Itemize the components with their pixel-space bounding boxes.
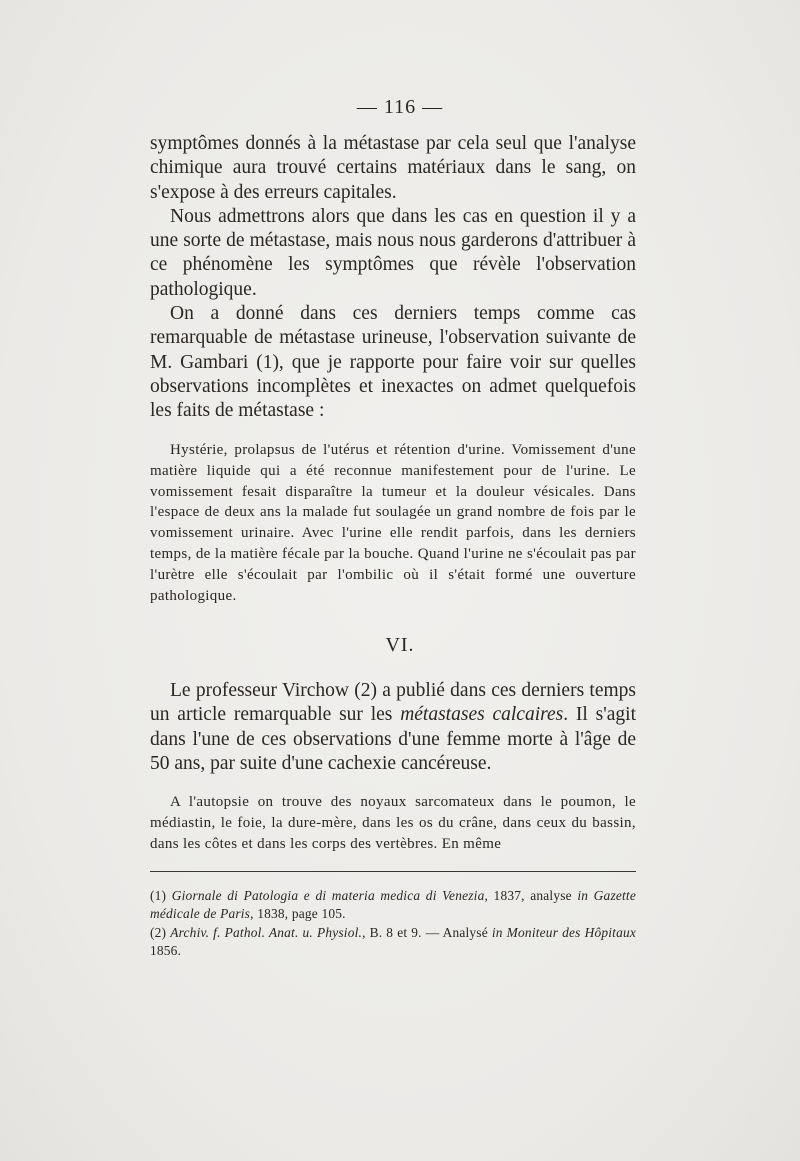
footnote-2-end: 1856. — [150, 943, 182, 959]
page-number: — 116 — — [356, 96, 444, 118]
footnote-2-mid: , B. 8 et 9. — Analysé — [362, 924, 492, 940]
section-paragraph-1-start: Le professeur Virchow (2) a publié dans ces derniers temps un article remarquable sur les — [150, 680, 636, 726]
footnote-2-journal: Archiv. f. Pathol. Anat. u. Physiol. — [170, 924, 363, 940]
section-paragraph-2: A l'autopsie on trouve des noyaux sarcomateux dans le poumon, le médiastin, le foie, la dure-mère, dans les os du crâne, dans ceux du bassin, dans les côtes et dans les corps des vertèbres. En même — [150, 794, 636, 852]
footnote-1 — [150, 887, 636, 924]
paragraph-1: symptômes donnés à la métastase par cela seul que l'analyse chimique aura trouvé certains matériaux dans le sang, on s'expose à des erreurs capitales. — [150, 133, 636, 203]
footnote-2-marker: (2) — [150, 924, 167, 940]
footnote-divider — [150, 871, 636, 872]
footnote-1-journal: Giornale di Patologia e di materia medica di Venezia — [171, 888, 485, 903]
footnote-1-mid: , 1837, analyse — [484, 888, 578, 903]
autopsy-text — [150, 792, 636, 854]
footnote-1-end: , 1838, page 105. — [250, 906, 346, 922]
body-text-top — [150, 132, 636, 424]
footnote-1-marker: (1) — [150, 888, 167, 903]
footnotes — [150, 887, 636, 961]
quoted-observation — [150, 440, 636, 606]
section-paragraph-1-end: . Il s'agit dans l'une de ces observations d'une femme morte à l'âge de 50 ans, par suite d'une cachexie cancéreuse. — [150, 704, 636, 774]
quote-paragraph: Hystérie, prolapsus de l'utérus et rétention d'urine. Vomissement d'une matière liquide qui a été reconnue manifestement pour de l'urine. Le vomissement fesait disparaître la tumeur et la douleur vésicales. Dans l'espace de deux ans la malade fut soulagée un grand nombre de fois par le vomissement urinaire. Avec l'urine elle rendit parfois, dans les derniers temps, de la matière fécale par la bouche. Quand l'urine ne s'écoulait pas par l'urètre elle s'écoulait par l'ombilic où il s'était formé une ouverture pathologique. — [150, 442, 636, 604]
footnote-1-source: in Gazette médicale de Paris — [150, 888, 636, 922]
paragraph-3: On a donné dans ces derniers temps comme cas remarquable de métastase urineuse, l'observation suivante de M. Gambari (1), que je rapporte pour faire voir sur quelles observations incomplètes et inexactes on admet quelquefois les faits de métastase : — [150, 303, 636, 422]
section-paragraph-1 — [150, 679, 636, 776]
paragraph-2: Nous admettrons alors que dans les cas en question il y a une sorte de métastase, mais nous nous garderons d'attribuer à ce phénomène les symptômes que révèle l'observation pathologique. — [150, 205, 636, 300]
footnote-2-source: in Moniteur des Hôpitaux — [491, 924, 637, 940]
section-paragraph-1-italic: métastases calcaires — [400, 704, 564, 726]
section-heading: VI. — [385, 634, 415, 656]
section-body — [150, 679, 636, 776]
footnote-2 — [150, 924, 636, 961]
